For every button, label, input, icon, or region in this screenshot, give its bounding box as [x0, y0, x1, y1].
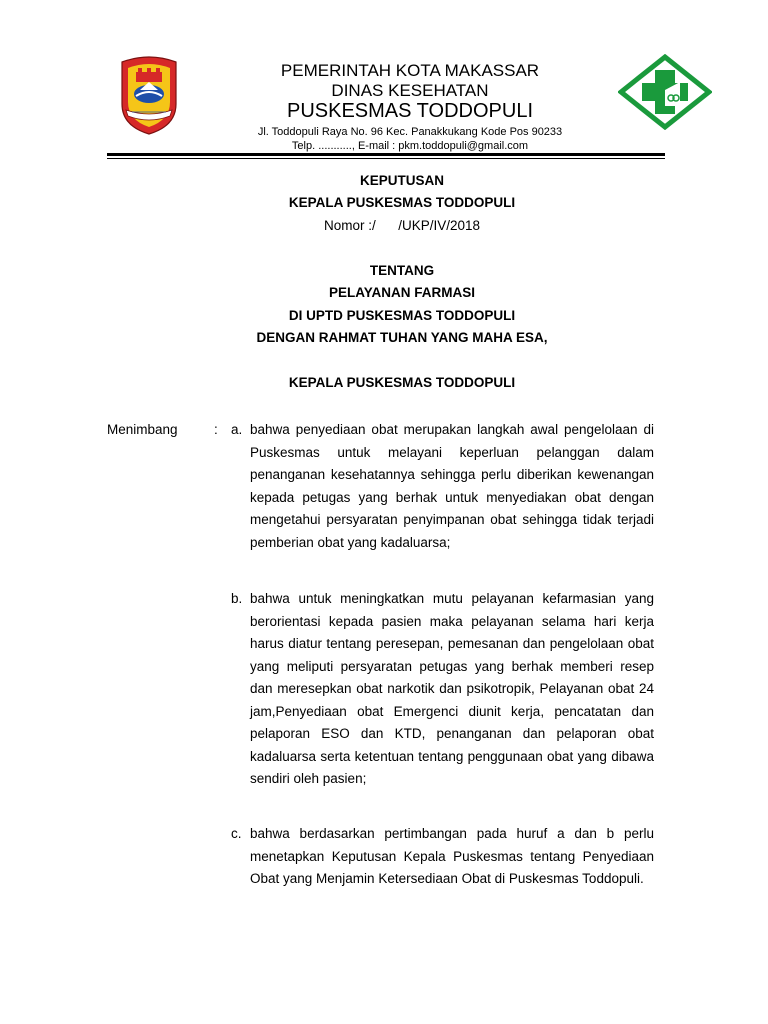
header-contact: Telp. ..........., E-mail : pkm.toddopuli@gmail.com: [291, 140, 529, 152]
item-a-letter: a.: [231, 422, 243, 437]
item-a-text: bahwa penyediaan obat merupakan langkah awal pengelolaan di Puskesmas untuk melayani keperluan pelanggan dalam penanganan kesehatannya sehingga perlu diberikan kewenangan kepada petugas yang berhak untuk menyediakan obat dengan mengetahui persyaratan penyimpanan obat sehingga tidak terjadi pemberian obat yang kadaluarsa;: [250, 422, 654, 550]
makassar-emblem-icon: [118, 54, 180, 136]
header-address: Jl. Toddopuli Raya No. 96 Kec. Panakkukang Kode Pos 90233: [257, 126, 563, 138]
subject-line-2: DI UPTD PUSKESMAS TODDOPULI: [288, 308, 516, 323]
item-c-letter: c.: [231, 826, 242, 841]
doc-type: KEPUTUSAN: [359, 173, 444, 188]
letterhead-rule-thick: [107, 153, 665, 156]
item-b-text: bahwa untuk meningkatkan mutu pelayanan kefarmasian yang berorientasi kepada pasien maka pelayanan selama hari kerja harus diatur tentang peresepan, pemesanan dan pengelolaan obat yang meliputi persyaratan petugas yang berhak memberi resep dan meresepkan obat narkotik dan psikotropik, Pelayanan obat 24 jam,Penyediaan obat Emergenci diunit kerja, pencatatan dan pelaporan ESO dan KTD, penanganan dan pelaporan obat kadaluarsa serta ketentuan tentang penggunaan obat yang dibawa sendiri oleh pasien;: [250, 591, 654, 786]
item-b-letter: b.: [231, 591, 243, 606]
header-department: DINAS KESEHATAN: [331, 81, 489, 100]
header-government: PEMERINTAH KOTA MAKASSAR: [280, 61, 540, 80]
issuer-repeat: KEPALA PUSKESMAS TODDOPULI: [288, 375, 516, 390]
doc-number: Nomor :/ /UKP/IV/2018: [323, 218, 481, 233]
tentang-heading: TENTANG: [369, 263, 435, 278]
menimbang-colon: :: [214, 422, 218, 437]
issuer: KEPALA PUSKESMAS TODDOPULI: [288, 195, 516, 210]
puskesmas-logo-icon: [618, 54, 712, 130]
letterhead-rule-thin: [107, 158, 665, 159]
item-c-text: bahwa berdasarkan pertimbangan pada huruf a dan b perlu menetapkan Keputusan Kepala Puskesmas tentang Penyediaan Obat yang Menjamin Ketersediaan Obat di Puskesmas Toddopuli.: [250, 826, 654, 886]
subject-line-1: PELAYANAN FARMASI: [328, 285, 476, 300]
menimbang-label: Menimbang: [107, 422, 178, 437]
header-institution: PUSKESMAS TODDOPULI: [287, 100, 533, 122]
invocation: DENGAN RAHMAT TUHAN YANG MAHA ESA,: [256, 330, 548, 345]
